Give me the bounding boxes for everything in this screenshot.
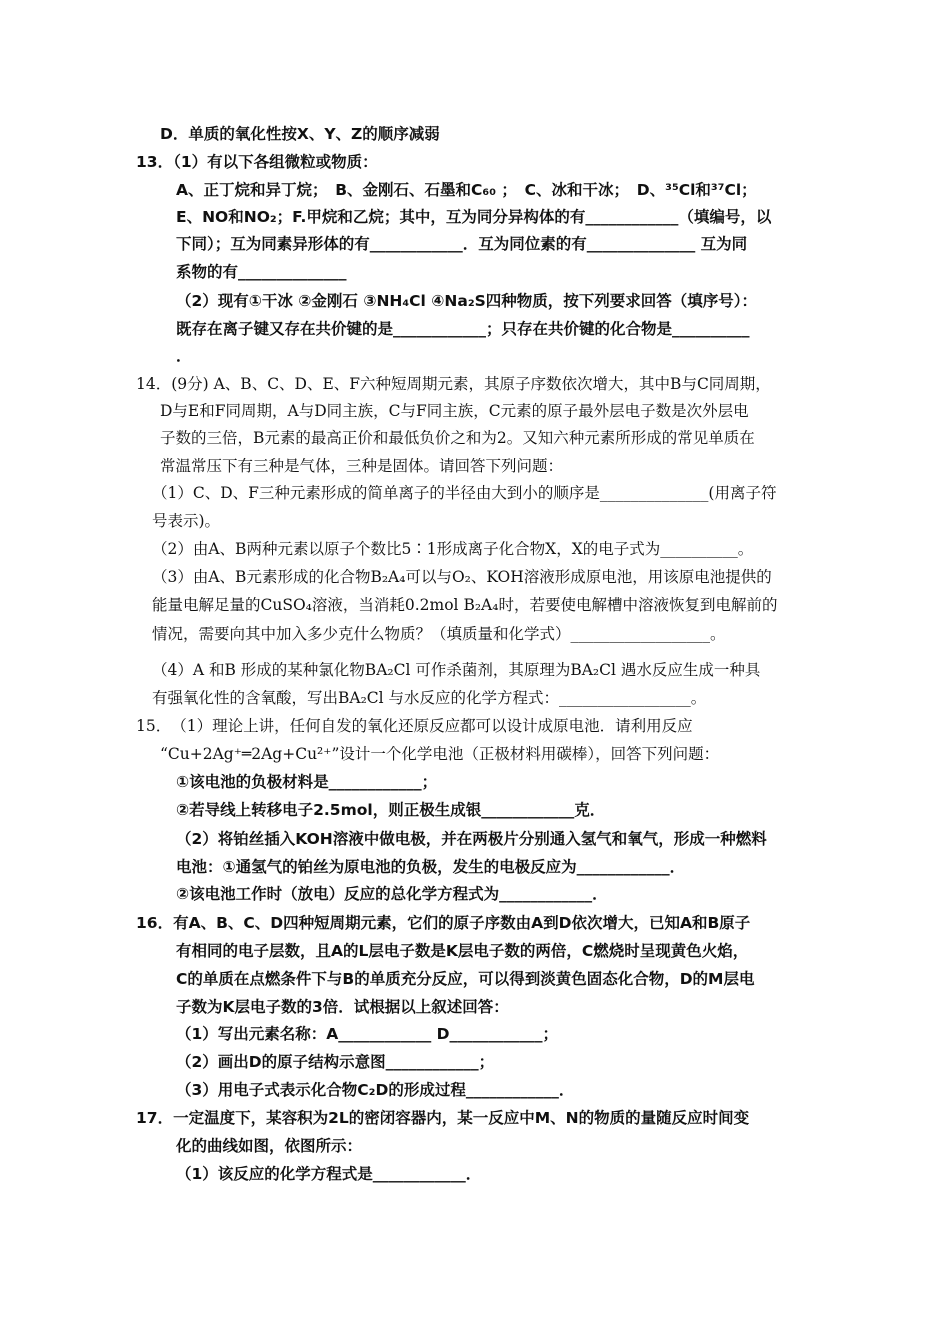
text-line: ②若导线上转移电子2.5mol，则正极生成银____________克． <box>176 801 606 819</box>
text-line: 号表示)。 <box>152 512 221 530</box>
text-line: 子数为K层电子数的3倍．试根据以上叙述回答： <box>176 998 509 1016</box>
text-line: D．单质的氧化性按X、Y、Z的顺序减弱 <box>160 125 440 143</box>
question-17-heading: 17．一定温度下，某容积为2L的密闭容器内，某一反应中M、N的物质的量随反应时间变 <box>136 1109 750 1127</box>
text-line: （1）该反应的化学方程式是____________． <box>176 1165 482 1183</box>
text-line: 系物的有______________ <box>176 263 347 281</box>
text-line: A、正丁烷和异丁烷； B、金刚石、石墨和C₆₀ ； C、冰和干冰； D、³⁵Cl和³⁷Cl； <box>176 181 757 199</box>
text-line: 子数的三倍，B元素的最高正价和最低负价之和为2。又知六种元素所形成的常见单质在 <box>160 429 755 447</box>
question-13-heading: 13．（1）有以下各组微粒或物质： <box>136 153 378 171</box>
text-line: ①该电池的负极材料是____________； <box>176 773 438 791</box>
text-line: “Cu+2Ag⁺═2Ag+Cu²⁺”设计一个化学电池（正极材料用碳棒），回答下列问题： <box>160 745 720 763</box>
text-line: D与E和F同周期，A与D同主族，C与F同主族，C元素的原子最外层电子数是次外层电 <box>160 402 749 420</box>
text-line: （3）用电子式表示化合物C₂D的形成过程____________． <box>176 1081 575 1099</box>
question-16-heading: 16．有A、B、C、D四种短周期元素，它们的原子序数由A到D依次增大，已知A和B原子 <box>136 914 751 932</box>
text-line: 能量电解足量的CuSO₄溶液，当消耗0.2mol B₂A₄时，若要使电解槽中溶液恢复到电解前的 <box>152 596 778 614</box>
question-14-heading: 14．(9分) A、B、C、D、E、F六种短周期元素，其原子序数依次增大，其中B与C同周期， <box>136 375 771 393</box>
text-line: （1）写出元素名称：A____________ D____________； <box>176 1025 559 1043</box>
text-line: ②该电池工作时（放电）反应的总化学方程式为____________． <box>176 885 608 903</box>
text-line: （2）将铂丝插入KOH溶液中做电极，并在两极片分别通入氢气和氧气，形成一种燃料 <box>176 830 767 848</box>
text-line: 有相同的电子层数，且A的L层电子数是K层电子数的两倍，C燃烧时呈现黄色火焰， <box>176 942 749 960</box>
text-line: 有强氧化性的含氧酸，写出BA₂Cl 与水反应的化学方程式：_________________。 <box>152 689 707 707</box>
text-line: 电池：①通氢气的铂丝为原电池的负极，发生的电极反应为____________． <box>176 858 686 876</box>
text-line: （3）由A、B元素形成的化合物B₂A₄可以与O₂、KOH溶液形成原电池，用该原电池提供的 <box>152 568 772 586</box>
text-line: （4）A 和B 形成的某种氯化物BA₂Cl 可作杀菌剂，其原理为BA₂Cl 遇水反应生成一种具 <box>152 661 761 679</box>
question-15-heading: 15． （1）理论上讲，任何自发的氧化还原反应都可以设计成原电池．请利用反应 <box>136 717 693 735</box>
text-line: ． <box>176 347 192 365</box>
text-line: 既存在离子键又存在共价键的是____________；只存在共价键的化合物是__________ <box>176 320 750 338</box>
text-line: （1）C、D、F三种元素形成的简单离子的半径由大到小的顺序是______________(用离子符 <box>152 484 777 502</box>
text-line: C的单质在点燃条件下与B的单质充分反应，可以得到淡黄色固态化合物，D的M层电 <box>176 970 755 988</box>
text-line: 化的曲线如图，依图所示： <box>176 1137 363 1155</box>
text-line: 下同）；互为同素异形体的有____________．互为同位素的有______________ 互为同 <box>176 235 748 253</box>
text-line: （2）由A、B两种元素以原子个数比5∶1形成离子化合物X，X的电子式为__________。 <box>152 540 754 558</box>
text-line: （2）画出D的原子结构示意图____________； <box>176 1053 495 1071</box>
text-line: 情况，需要向其中加入多少克什么物质？（填质量和化学式）__________________。 <box>152 625 726 643</box>
text-line: （2）现有①干冰 ②金刚石 ③NH₄Cl ④Na₂S四种物质，按下列要求回答（填序号）： <box>176 292 758 310</box>
text-line: 常温常压下有三种是气体，三种是固体。请回答下列问题： <box>160 457 564 475</box>
text-line: E、NO和NO₂；F.甲烷和乙烷；其中，互为同分异构体的有____________（填编号，以 <box>176 208 772 226</box>
